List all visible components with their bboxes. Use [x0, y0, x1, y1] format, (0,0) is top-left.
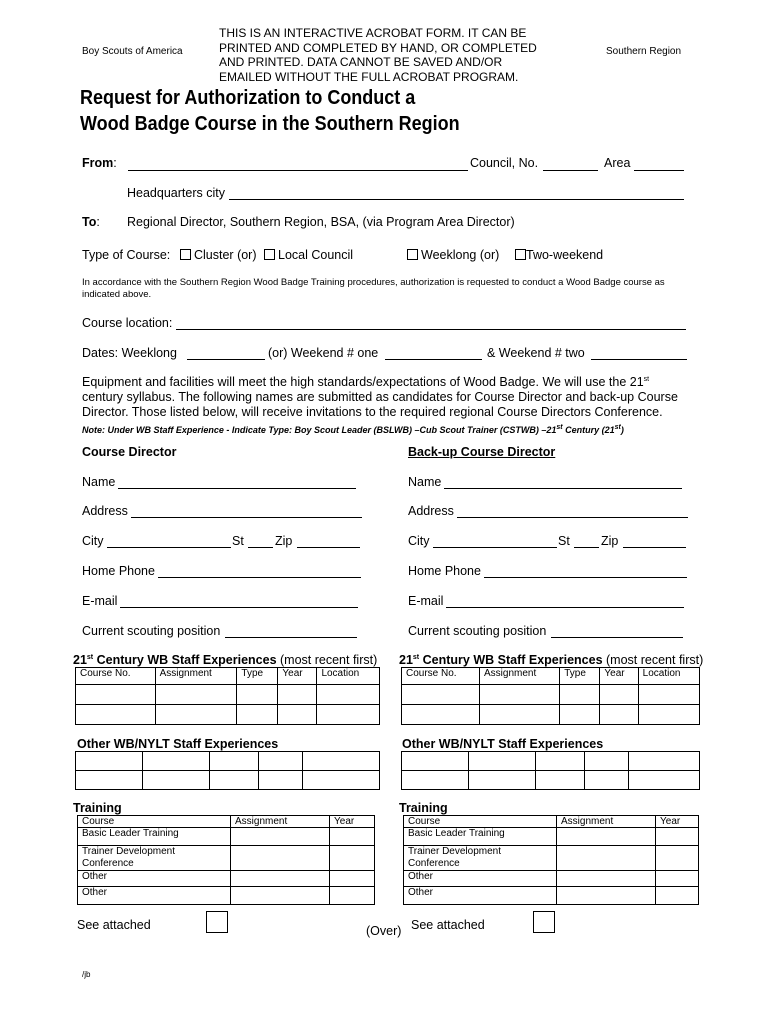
- cd-see-attached-checkbox[interactable]: [206, 911, 228, 933]
- bcd-heading: Back-up Course Director: [408, 445, 556, 459]
- col-location: Location: [638, 668, 699, 685]
- bcd-position-field[interactable]: [551, 637, 683, 638]
- course-type-label: Type of Course:: [82, 248, 171, 262]
- weeklong-option[interactable]: Weeklong (or): [407, 248, 499, 262]
- table-row[interactable]: [402, 752, 700, 771]
- bcd-city-field[interactable]: [433, 547, 557, 548]
- cd-experience-table: [75, 667, 380, 725]
- table-row[interactable]: [402, 685, 700, 705]
- hq-field[interactable]: [229, 199, 684, 200]
- table-row[interactable]: Other: [404, 887, 699, 905]
- council-no-field[interactable]: [543, 170, 598, 171]
- dates-label: Dates: Weeklong: [82, 346, 177, 360]
- bcd-see-attached-label: See attached: [411, 918, 485, 932]
- bcd-phone-field[interactable]: [484, 577, 687, 578]
- to-label: To:: [82, 215, 100, 229]
- cd-heading: Course Director: [82, 445, 177, 459]
- bcd-address-label: Address: [408, 504, 454, 518]
- weekend-one-label: (or) Weekend # one: [268, 346, 379, 360]
- table-row[interactable]: [402, 705, 700, 725]
- table-row[interactable]: Trainer Development Conference: [404, 846, 699, 871]
- table-row[interactable]: [76, 705, 380, 725]
- table-row[interactable]: [76, 752, 380, 771]
- bcd-address-field[interactable]: [457, 517, 688, 518]
- col-year: Year: [656, 816, 699, 828]
- col-course-no: Course No.: [76, 668, 156, 685]
- cd-email-field[interactable]: [120, 607, 358, 608]
- col-assignment: Assignment: [480, 668, 560, 685]
- local-council-checkbox[interactable]: [264, 249, 275, 260]
- bcd-city-label: City: [408, 534, 430, 548]
- area-field[interactable]: [634, 170, 684, 171]
- cd-zip-field[interactable]: [297, 547, 360, 548]
- table-row[interactable]: [402, 771, 700, 790]
- cd-city-field[interactable]: [107, 547, 231, 548]
- syllabus-paragraph: Equipment and facilities will meet the high standards/expectations of Wood Badge. We will use the 21st century syllabus. The following names are submitted as candidates for Course Director and back-up Course Director. Those listed below, will receive invitations to the required regional Course Directors Conference.: [82, 375, 678, 420]
- header-org: Boy Scouts of America: [82, 46, 183, 57]
- local-council-option[interactable]: Local Council: [264, 248, 353, 262]
- page-title: Request for Authorization to Conduct a Wood Badge Course in the Southern Region: [80, 87, 460, 135]
- cd-address-label: Address: [82, 504, 128, 518]
- bcd-name-field[interactable]: [444, 488, 682, 489]
- weekend-two-field[interactable]: [591, 359, 687, 360]
- cluster-checkbox[interactable]: [180, 249, 191, 260]
- bcd-email-field[interactable]: [446, 607, 684, 608]
- cd-name-label: Name: [82, 475, 116, 489]
- weeklong-date-field[interactable]: [187, 359, 265, 360]
- col-assignment: Assignment: [155, 668, 237, 685]
- cd-exp-heading: 21st Century WB Staff Experiences (most recent first): [73, 653, 378, 667]
- cd-position-field[interactable]: [225, 637, 357, 638]
- bcd-exp-heading: 21st Century WB Staff Experiences (most recent first): [399, 653, 704, 667]
- cd-st-label: St: [232, 534, 244, 548]
- table-row[interactable]: [76, 771, 380, 790]
- bcd-zip-field[interactable]: [623, 547, 686, 548]
- table-row[interactable]: [76, 685, 380, 705]
- col-assignment: Assignment: [231, 816, 330, 828]
- two-weekend-checkbox[interactable]: [515, 249, 526, 260]
- area-label: Area: [604, 156, 631, 170]
- table-row[interactable]: Basic Leader Training: [404, 828, 699, 846]
- col-course: Course: [404, 816, 557, 828]
- cluster-option[interactable]: Cluster (or): [180, 248, 257, 262]
- bcd-training-table: [403, 815, 699, 905]
- col-location: Location: [317, 668, 380, 685]
- table-row[interactable]: Other: [78, 871, 375, 887]
- cd-email-label: E-mail: [82, 594, 118, 608]
- intro-text: In accordance with the Southern Region Wood Badge Training procedures, authorization is requested to conduct a Wood Badge course as indicated above.: [82, 277, 665, 300]
- bcd-email-label: E-mail: [408, 594, 444, 608]
- col-type: Type: [237, 668, 278, 685]
- council-label: Council, No.: [470, 156, 539, 170]
- from-field[interactable]: [128, 170, 468, 171]
- cd-zip-label: Zip: [275, 534, 293, 548]
- hq-label: Headquarters city: [127, 186, 225, 200]
- col-assignment: Assignment: [557, 816, 656, 828]
- location-label: Course location:: [82, 316, 173, 330]
- from-label: From:: [82, 156, 117, 170]
- bcd-zip-label: Zip: [601, 534, 619, 548]
- cd-see-attached-label: See attached: [77, 918, 151, 932]
- bcd-other-exp-table: [401, 751, 700, 790]
- cd-name-field[interactable]: [118, 488, 356, 489]
- to-value: Regional Director, Southern Region, BSA, (via Program Area Director): [127, 215, 515, 229]
- col-year: Year: [600, 668, 638, 685]
- bcd-other-exp-heading: Other WB/NYLT Staff Experiences: [402, 737, 604, 751]
- col-type: Type: [560, 668, 600, 685]
- cd-training-heading: Training: [73, 801, 122, 815]
- table-row[interactable]: Other: [404, 871, 699, 887]
- table-row[interactable]: Basic Leader Training: [78, 828, 375, 846]
- col-year: Year: [278, 668, 317, 685]
- table-row[interactable]: Trainer Development Conference: [78, 846, 375, 871]
- cd-city-label: City: [82, 534, 104, 548]
- bcd-name-label: Name: [408, 475, 442, 489]
- cd-training-table: [77, 815, 375, 905]
- col-year: Year: [330, 816, 375, 828]
- col-course-no: Course No.: [402, 668, 480, 685]
- location-field[interactable]: [176, 329, 686, 330]
- cd-position-label: Current scouting position: [82, 624, 221, 638]
- bcd-st-field[interactable]: [574, 547, 599, 548]
- weeklong-checkbox[interactable]: [407, 249, 418, 260]
- cd-phone-field[interactable]: [158, 577, 361, 578]
- cd-phone-label: Home Phone: [82, 564, 155, 578]
- footer-initials: /jb: [82, 970, 91, 979]
- bcd-training-heading: Training: [399, 801, 448, 815]
- bcd-see-attached-checkbox[interactable]: [533, 911, 555, 933]
- over-label: (Over): [366, 924, 402, 938]
- cd-st-field[interactable]: [248, 547, 273, 548]
- bcd-experience-table: [401, 667, 700, 725]
- bcd-phone-label: Home Phone: [408, 564, 481, 578]
- bcd-st-label: St: [558, 534, 570, 548]
- col-course: Course: [78, 816, 231, 828]
- cd-other-exp-table: [75, 751, 380, 790]
- staff-note: Note: Under WB Staff Experience - Indicate Type: Boy Scout Leader (BSLWB) –Cub Scout Trainer (CSTWB) –21st Century (21st): [82, 424, 624, 435]
- two-weekend-option[interactable]: Two-weekend: [515, 248, 603, 262]
- cd-address-field[interactable]: [131, 517, 362, 518]
- weekend-one-field[interactable]: [385, 359, 482, 360]
- table-row[interactable]: Other: [78, 887, 375, 905]
- weekend-two-label: & Weekend # two: [487, 346, 585, 360]
- header-region: Southern Region: [606, 46, 682, 57]
- bcd-position-label: Current scouting position: [408, 624, 547, 638]
- header-notice: THIS IS AN INTERACTIVE ACROBAT FORM. IT CAN BE PRINTED AND COMPLETED BY HAND, OR COMPLETED AND PRINTED. DATA CANNOT BE SAVED AND/OR EMAILED WITHOUT THE FULL ACROBAT PROGRAM.: [219, 26, 537, 84]
- cd-other-exp-heading: Other WB/NYLT Staff Experiences: [77, 737, 279, 751]
